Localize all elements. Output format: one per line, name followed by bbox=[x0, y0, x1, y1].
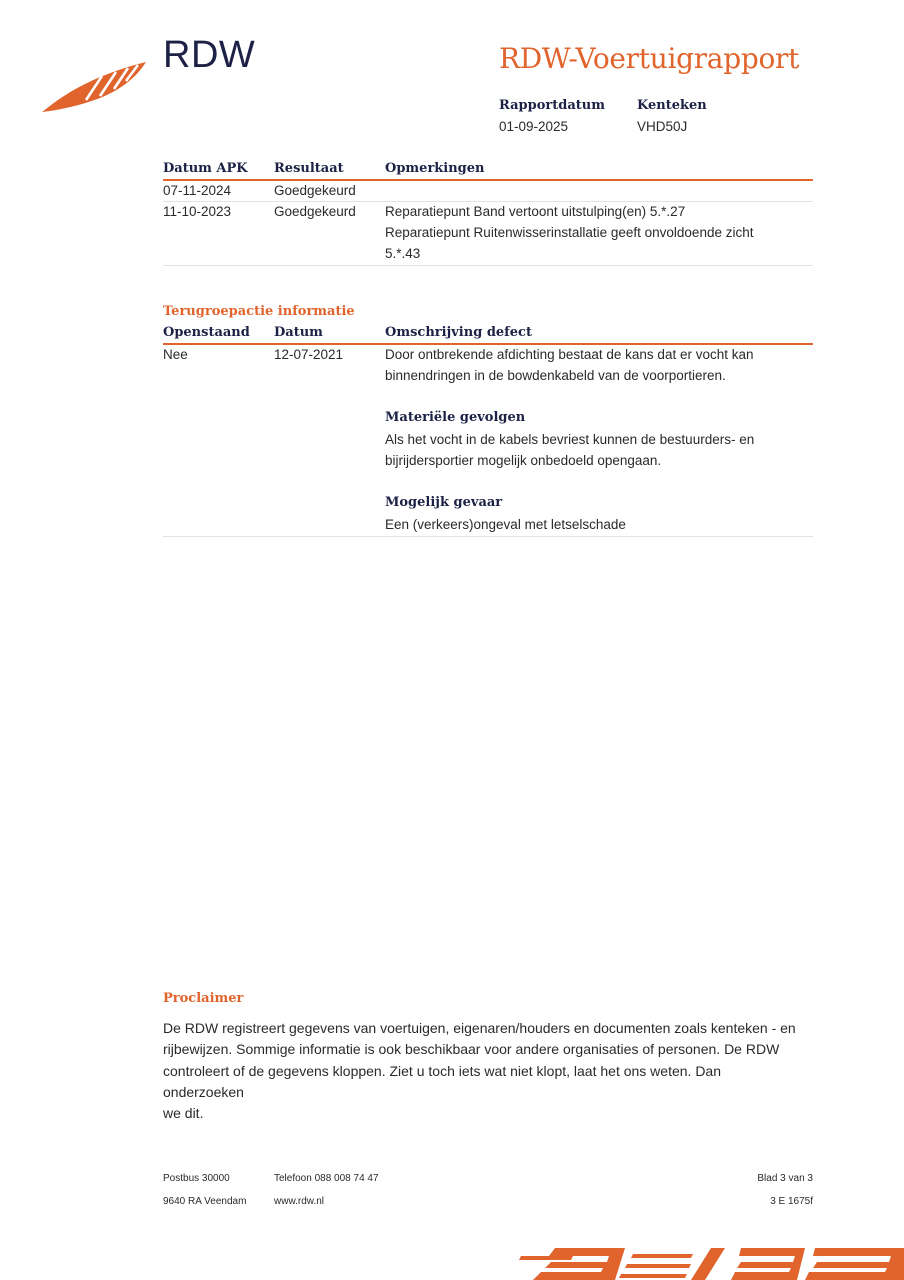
apk-column-remarks: Opmerkingen bbox=[385, 161, 485, 176]
recall-open-value: Nee bbox=[163, 347, 188, 362]
recall-column-open: Openstaand bbox=[163, 325, 250, 340]
row-divider bbox=[163, 265, 813, 266]
footer-address-1: Postbus 30000 bbox=[163, 1173, 230, 1184]
footer-document-code: 3 E 1675f bbox=[770, 1196, 813, 1207]
consequences-title: Materiële gevolgen bbox=[385, 410, 526, 425]
apk-date: 11-10-2023 bbox=[163, 204, 232, 219]
report-date-label: Rapportdatum bbox=[499, 98, 605, 113]
danger-title: Mogelijk gevaar bbox=[385, 495, 503, 510]
proclaimer-line: controleert of de gegevens kloppen. Ziet u toch iets wat niet klopt, laat het ons weten. Dan onderzoeken bbox=[163, 1062, 722, 1100]
apk-remark: Reparatiepunt Ruitenwisserinstallatie geeft onvoldoende zicht bbox=[385, 225, 754, 240]
proclaimer-text bbox=[163, 1018, 803, 1124]
apk-result: Goedgekeurd bbox=[274, 183, 356, 198]
proclaimer-line: rijbewijzen. Sommige informatie is ook beschikbaar voor andere organisaties of personen. De RDW bbox=[163, 1041, 780, 1058]
plate-label: Kenteken bbox=[637, 98, 707, 113]
danger-text: Een (verkeers)ongeval met letselschade bbox=[385, 517, 626, 532]
report-date-value: 01-09-2025 bbox=[499, 119, 569, 134]
apk-header-rule bbox=[163, 179, 813, 181]
decorative-stripes-icon bbox=[515, 1244, 904, 1280]
recall-column-description: Omschrijving defect bbox=[385, 325, 532, 340]
apk-date: 07-11-2024 bbox=[163, 183, 232, 198]
recall-date-value: 12-07-2021 bbox=[274, 347, 344, 362]
plate-value: VHD50J bbox=[637, 119, 688, 134]
apk-remark: 5.*.43 bbox=[385, 246, 421, 261]
footer-page-number: Blad 3 van 3 bbox=[757, 1173, 813, 1184]
apk-result: Goedgekeurd bbox=[274, 204, 356, 219]
consequences-line: bijrijdersportier mogelijk onbedoeld opengaan. bbox=[385, 453, 662, 468]
row-divider bbox=[163, 536, 813, 537]
footer-phone: Telefoon 088 008 74 47 bbox=[274, 1173, 379, 1184]
footer-website-link[interactable]: www.rdw.nl bbox=[274, 1196, 325, 1207]
recall-description-line: Door ontbrekende afdichting bestaat de kans dat er vocht kan bbox=[385, 347, 754, 362]
recall-description-line: binnendringen in de bowdenkabeld van de voorportieren. bbox=[385, 368, 726, 383]
apk-column-result: Resultaat bbox=[274, 161, 344, 176]
consequences-line: Als het vocht in de kabels bevriest kunnen de bestuurders- en bbox=[385, 432, 755, 447]
brand-name: RDW bbox=[163, 34, 256, 76]
rdw-feather-logo-icon bbox=[40, 56, 150, 116]
proclaimer-line: De RDW registreert gegevens van voertuigen, eigenaren/houders en documenten zoals kenteken - en bbox=[163, 1020, 796, 1036]
recall-section-title: Terugroepactie informatie bbox=[163, 304, 355, 319]
proclaimer-line: we dit. bbox=[163, 1105, 204, 1122]
apk-column-date: Datum APK bbox=[163, 161, 248, 176]
recall-column-date: Datum bbox=[274, 325, 323, 340]
apk-remark: Reparatiepunt Band vertoont uitstulping(en) 5.*.27 bbox=[385, 204, 686, 219]
report-title: RDW-Voertuigrapport bbox=[499, 42, 800, 75]
proclaimer-title: Proclaimer bbox=[163, 991, 244, 1006]
footer-address-2: 9640 RA Veendam bbox=[163, 1196, 247, 1207]
